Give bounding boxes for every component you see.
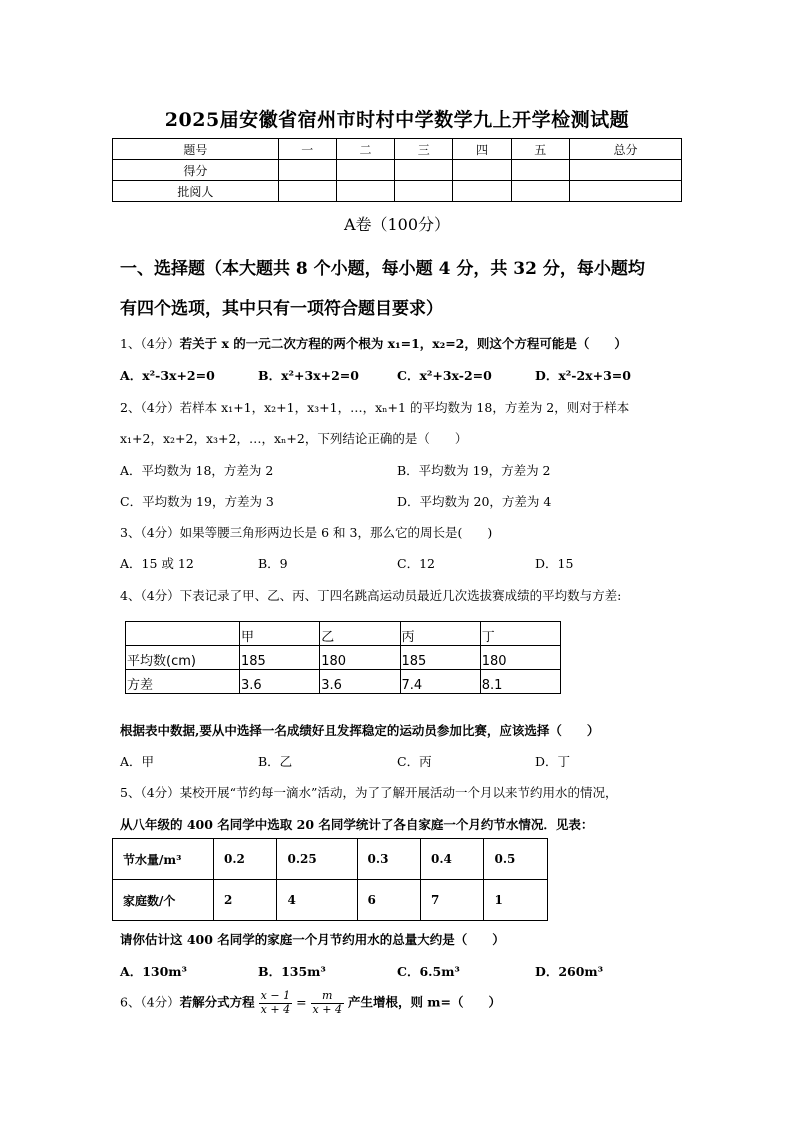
option-c: C．12 [397, 556, 435, 571]
table-cell: 6 [357, 880, 420, 921]
fraction-numerator: m [311, 990, 344, 1004]
question-5 [120, 783, 617, 801]
question-text: 若关于 x 的一元二次方程的两个根为 x₁=1，x₂=2，则这个方程可能是（ ） [179, 336, 627, 351]
option-d: D．15 [535, 556, 574, 571]
table-cell [336, 181, 394, 202]
option-b: B．乙 [258, 754, 293, 769]
table-cell: 180 [320, 646, 400, 670]
question-number: 1、（4分） [120, 336, 180, 351]
water-saving-table [112, 838, 548, 921]
table-cell [569, 181, 681, 202]
table-cell [278, 181, 336, 202]
question-5-prompt: 请你估计这 400 名同学的家庭一个月节约用水的总量大约是（ ） [120, 932, 505, 947]
table-cell: 平均数(cm) [126, 646, 240, 670]
table-cell: 五 [511, 139, 569, 160]
question-1 [120, 334, 627, 352]
option-c: C．x²+3x-2=0 [397, 368, 492, 383]
part1-heading-line2: 有四个选项，其中只有一项符合题目要求） [120, 299, 443, 319]
table-cell: 0.2 [214, 839, 277, 880]
table-cell [395, 160, 453, 181]
fraction-denominator: x + 4 [260, 1002, 291, 1016]
table-cell [511, 160, 569, 181]
table-cell: 题号 [113, 139, 279, 160]
fraction-denominator: x + 4 [312, 1002, 342, 1016]
table-cell: 总分 [569, 139, 681, 160]
question-4 [120, 586, 621, 604]
question-2-line2: x₁+2，x₂+2，x₃+2，…，xₙ+2，下列结论正确的是（ ） [120, 431, 468, 446]
question-6 [120, 990, 501, 1016]
table-cell [395, 181, 453, 202]
fraction-left [259, 990, 292, 1016]
option-a: A．平均数为 18，方差为 2 [120, 463, 274, 478]
fraction-numerator: x − 1 [260, 989, 291, 1002]
table-cell [278, 160, 336, 181]
table-cell: 节水量/m³ [113, 839, 214, 880]
table-cell: 8.1 [480, 670, 560, 694]
table-cell: 185 [400, 646, 480, 670]
question-number: 3、（4分） [120, 525, 180, 540]
table-cell: 家庭数/个 [113, 880, 214, 921]
table-cell: 乙 [320, 622, 400, 646]
table-cell [453, 160, 511, 181]
question-number: 2、（4分） [120, 400, 180, 415]
question-text: 如果等腰三角形两边长是 6 和 3，那么它的周长是( ) [179, 525, 493, 540]
table-cell: 一 [278, 139, 336, 160]
section-a-title: A卷（100分） [343, 215, 451, 234]
table-cell: 2 [214, 880, 277, 921]
table-cell: 0.3 [357, 839, 420, 880]
table-row [113, 139, 682, 160]
fraction-right [311, 990, 344, 1016]
table-row [113, 880, 548, 921]
option-a: A．x²-3x+2=0 [120, 368, 215, 383]
question-5-line2: 从八年级的 400 名同学中选取 20 名同学统计了各自家庭一个月约节水情况．见表： [120, 817, 594, 832]
option-b: B．135m³ [258, 964, 326, 979]
question-2 [120, 398, 629, 416]
option-b: B．x²+3x+2=0 [258, 368, 359, 383]
table-cell [453, 181, 511, 202]
question-text-end: 产生增根，则 m=（ ） [347, 994, 501, 1010]
table-cell: 3.6 [240, 670, 320, 694]
option-d: D．260m³ [535, 964, 604, 979]
question-number: 4、（4分） [120, 588, 180, 603]
score-table [112, 138, 682, 202]
option-d: D．x²-2x+3=0 [535, 368, 631, 383]
option-c: C．丙 [397, 754, 432, 769]
option-c: C．6.5m³ [397, 964, 460, 979]
option-d: D．平均数为 20，方差为 4 [397, 494, 552, 509]
table-cell: 批阅人 [113, 181, 279, 202]
table-cell: 丙 [400, 622, 480, 646]
part1-heading-line1: 一、选择题（本大题共 8 个小题，每小题 4 分，共 32 分，每小题均 [120, 259, 645, 279]
option-b: B．9 [258, 556, 288, 571]
table-cell: 3.6 [320, 670, 400, 694]
option-d: D．丁 [535, 754, 571, 769]
question-text: 若样本 x₁+1，x₂+1，x₃+1，…，xₙ+1 的平均数为 18，方差为 2，则对于样本 [179, 400, 630, 415]
table-cell: 方差 [126, 670, 240, 694]
table-cell: 丁 [480, 622, 560, 646]
question-text: 若解分式方程 [179, 994, 255, 1010]
table-cell: 甲 [240, 622, 320, 646]
question-text: 下表记录了甲、乙、丙、丁四名跳高运动员最近几次选拔赛成绩的平均数与方差: [179, 588, 622, 603]
question-number: 5、（4分） [120, 785, 180, 800]
question-number: 6、（4分） [120, 994, 180, 1010]
option-a: A．15 或 12 [120, 556, 194, 571]
table-row [126, 670, 561, 694]
table-cell: 得分 [113, 160, 279, 181]
athlete-table [125, 621, 561, 694]
table-cell: 1 [484, 880, 548, 921]
table-cell: 7 [421, 880, 484, 921]
table-cell: 180 [480, 646, 560, 670]
table-cell: 7.4 [400, 670, 480, 694]
option-c: C．平均数为 19，方差为 3 [120, 494, 274, 509]
question-text: 某校开展“节约每一滴水”活动，为了了解开展活动一个月以来节约用水的情况， [179, 785, 618, 800]
table-cell: 四 [453, 139, 511, 160]
option-a: A．甲 [120, 754, 155, 769]
option-a: A．130m³ [120, 964, 187, 979]
table-cell [336, 160, 394, 181]
table-cell: 4 [277, 880, 357, 921]
table-cell: 二 [336, 139, 394, 160]
table-cell: 185 [240, 646, 320, 670]
table-cell: 0.25 [277, 839, 357, 880]
table-row [113, 181, 682, 202]
table-cell: 0.5 [484, 839, 548, 880]
question-3 [120, 523, 492, 541]
option-b: B．平均数为 19，方差为 2 [397, 463, 551, 478]
table-row [113, 839, 548, 880]
table-cell [569, 160, 681, 181]
table-cell: 0.4 [421, 839, 484, 880]
table-row [126, 646, 561, 670]
page-title: 2025届安徽省宿州市时村中学数学九上开学检测试题 [164, 109, 630, 131]
equals-sign: = [296, 994, 307, 1010]
table-cell [511, 181, 569, 202]
table-cell [126, 622, 240, 646]
table-cell: 三 [395, 139, 453, 160]
question-4-prompt: 根据表中数据,要从中选择一名成绩好且发挥稳定的运动员参加比赛，应该选择（ ） [120, 723, 600, 738]
table-row [113, 160, 682, 181]
table-row [126, 622, 561, 646]
